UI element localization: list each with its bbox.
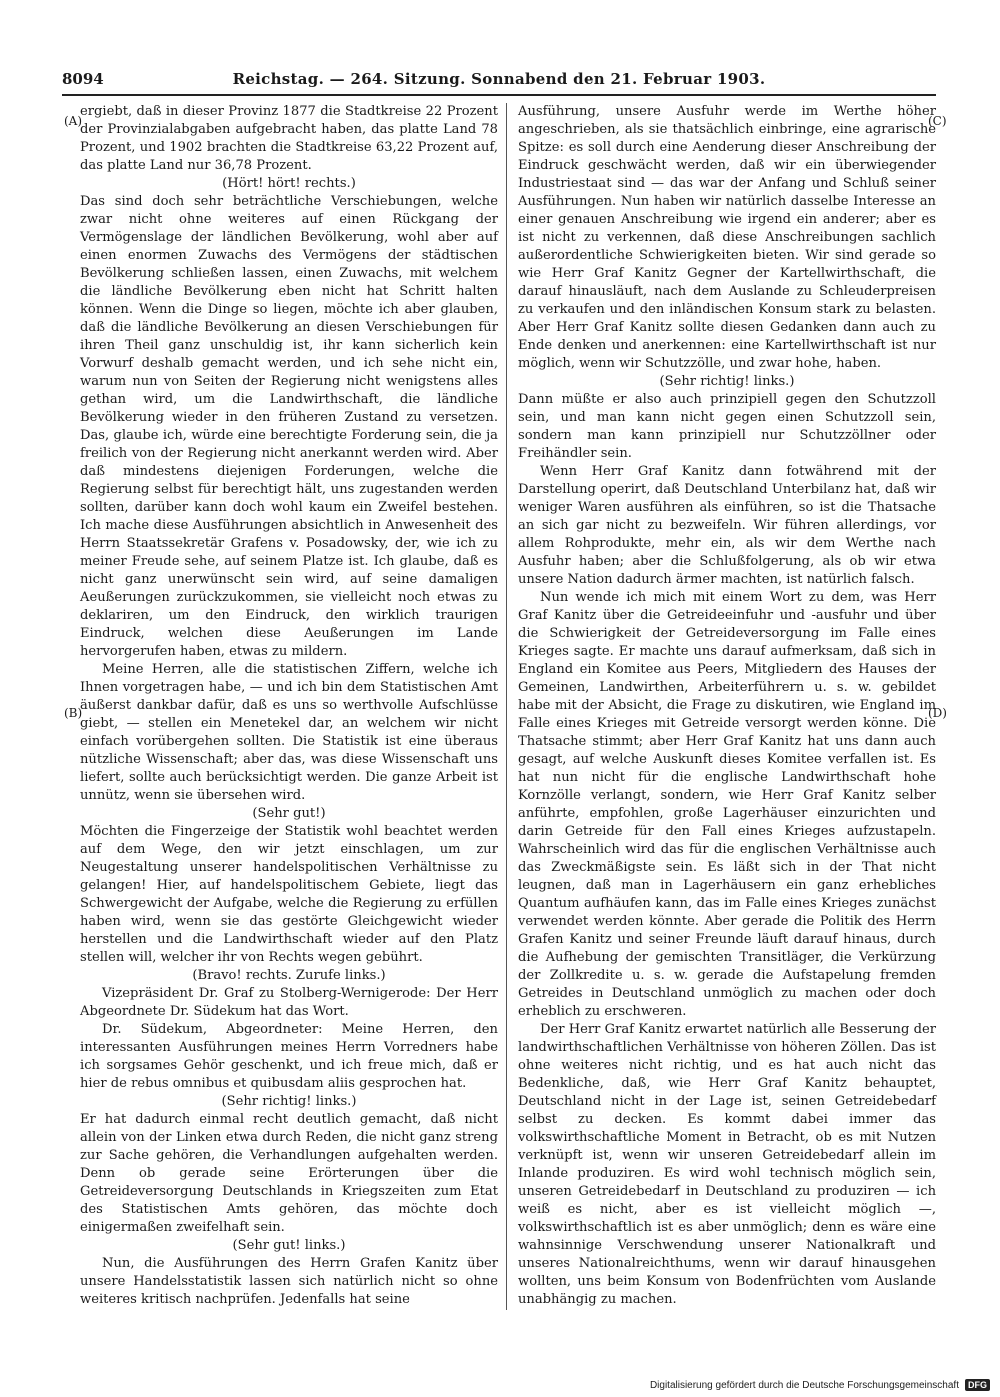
right-column-paragraph: (Sehr richtig! links.): [659, 374, 795, 389]
left-column-paragraph: ergiebt, daß in dieser Provinz 1877 die Stadtkreise 22 Prozent der Provinzialabgaben aufgebracht haben, das platte Land 78 Prozent, und 1902 brachten die Stadtkreise 63,22 Prozent auf, das platte Land nur 36,78 Prozent.: [80, 104, 498, 173]
left-column-paragraph: Möchten die Fingerzeige der Statistik wohl beachtet werden auf dem Wege, den wir jetzt einschlagen, um zur Neugestaltung unserer handelspolitischen Verhältnisse zu gelangen! Hier, auf handelspolitischem Gebiete, liegt das Schwergewicht der Aufgabe, welche die Regierung zu erfüllen haben wird, wenn sie das gestörte Gleichgewicht wieder herstellen und die Landwirthschaft wieder auf den Platz stellen will, welcher ihr von Rechts wegen gebührt.: [80, 824, 498, 965]
page-number: 8094: [62, 70, 104, 88]
right-column-paragraph: Der Herr Graf Kanitz erwartet natürlich alle Besserung der landwirthschaftlichen Verhältnisse von höheren Zöllen. Das ist ohne weiteres nicht richtig, und es hat auch nicht das Bedenkliche, daß, wie Herr Graf Kanitz behauptet, Deutschland nicht in der Lage ist, seinen Getreidebedarf selbst zu decken. Es kommt dabei immer das volkswirthschaftliche Moment in Betracht, ob es mit Nutzen verknüpft ist, wenn wir unseren Getreidebedarf allein im Inlande produziren. Es wird wohl technisch möglich sein, unseren Getreidebedarf in Deutschland zu produziren — ich weiß es nicht, aber es ist vielleicht möglich —, volkswirthschaftlich ist es aber unmöglich; denn es wäre eine wahnsinnige Verschwendung unserer Nationalkraft und unseres Nationalreichthums, wenn wir darauf hinausgehen wollten, uns beim Konsum von Bodenfrüchten vom Auslande unabhängig zu machen.: [518, 1022, 936, 1307]
left-column-paragraph: (Bravo! rechts. Zurufe links.): [192, 968, 386, 983]
left-column-paragraph: (Sehr gut! links.): [232, 1238, 346, 1253]
right-column-paragraph: Wenn Herr Graf Kanitz dann fotwährend mit der Darstellung operirt, daß Deutschland Unterbilanz hat, daß wir weniger Waren ausführen als einführen, so ist die Thatsache an sich gar nicht zu bezweifeln. Wir führen allerdings, vor allem Rohprodukte, mehr ein, als wir dem Werthe nach Ausfuhr haben; aber die Schlußfolgerung, als ob wir etwa unsere Nation dadurch ärmer machten, ist natürlich falsch.: [518, 464, 936, 587]
footer-credit: Digitalisierung gefördert durch die Deutsche Forschungsgemeinschaft: [649, 1379, 959, 1391]
margin-mark-b: (B): [64, 706, 83, 720]
left-column-paragraph: Meine Herren, alle die statistischen Ziffern, welche ich Ihnen vorgetragen habe, — und ich bin dem Statistischen Amt äußerst dankbar dafür, daß es uns so werthvolle Aufschlüsse giebt, — stellen ein Menetekel dar, an welchem wir nicht einfach vorübergehen sollten. Die Statistik ist eine überaus nützliche Wissenschaft; aber das, was diese Wissenschaft uns liefert, sollte auch berücksichtigt werden. Die ganze Arbeit ist unnütz, wenn sie übersehen wird.: [80, 662, 498, 803]
dfg-logo: DFG: [965, 1379, 990, 1391]
footer: [650, 1379, 990, 1391]
left-column: [80, 103, 498, 1309]
right-column-paragraph: Dann müßte er also auch prinzipiell gegen den Schutzzoll sein, und man kann nicht gegen einen Schutzzoll sein, sondern man kann prinzipiell nur Schutzzöllner oder Freihändler sein.: [518, 392, 936, 461]
margin-mark-c: (C): [928, 114, 947, 128]
right-column-paragraph: Ausführung, unsere Ausfuhr werde im Werthe höher angeschrieben, als sie thatsächlich einbringe, eine agrarische Spitze: es soll durch eine Aenderung dieser Anschreibung der Eindruck geschwächt werden, daß wir ein überwiegender Industriestaat sind — das war der Anfang und Schluß seiner Ausführungen. Nun haben wir natürlich dasselbe Interesse an einer genauen Anschreibung wie irgend ein anderer; aber es ist nicht zu verkennen, daß diese Anschreibungen sachlich außerordentliche Schwierigkeiten bieten. Wir sind gerade so wie Herr Graf Kanitz Gegner der Kartellwirthschaft, die darauf hinausläuft, nach dem Auslande zu Schleuderpreisen zu verkaufen und den inländischen Konsum stark zu belasten. Aber Herr Graf Kanitz sollte diesen Gedanken dann auch zu Ende denken und anerkennen: eine Kartellwirthschaft ist nur möglich, wenn wir Schutzzölle, und zwar hohe, haben.: [518, 104, 936, 371]
left-column-paragraph: (Hört! hört! rechts.): [222, 176, 356, 191]
left-column-paragraph: Nun, die Ausführungen des Herrn Grafen Kanitz über unsere Handelsstatistik lassen sich natürlich nicht so ohne weiteres kritisch nachprüfen. Jedenfalls hat seine: [80, 1256, 498, 1307]
left-column-paragraph: Das sind doch sehr beträchtliche Verschiebungen, welche zwar nicht ohne weiteres auf einen Rückgang der Vermögenslage der ländlichen Bevölkerung, wohl aber auf einen enormen Zuwachs des Vermögens der städtischen Bevölkerung schließen lassen, einen Zuwachs, mit welchem die ländliche Bevölkerung eben nicht hat Schritt halten können. Wenn die Dinge so liegen, möchte ich aber glauben, daß die ländliche Bevölkerung an diesen Verschiebungen für ihren Theil ganz unschuldig ist, ihr kann sicherlich kein Vorwurf deshalb gemacht werden, und ich sehe nicht ein, warum nun von Seiten der Regierung nicht wenigstens alles gethan wird, um die Landwirthschaft, die ländliche Bevölkerung wieder in den früheren Zustand zu versetzen. Das, glaube ich, würde eine berechtigte Forderung sein, die ja freilich von der Regierung nicht anerkannt werden wird. Aber daß mindestens diejenigen Forderungen, welche die Regierung selbst für berechtigt hält, uns zugestanden werden sollten, darüber kann doch wohl kaum ein Zweifel bestehen. Ich mache diese Ausführungen absichtlich in Anwesenheit des Herrn Staatssekretär Grafens v. Posadowsky, der, wie ich zu meiner Freude sehe, auf seinem Platze ist. Ich glaube, daß es nicht ganz unerwünscht sein wird, auf seine damaligen Aeußerungen zurückzukommen, sie vielleicht noch etwas zu deklariren, um den Eindruck, den wirklich traurigen Eindruck, welchen diese Aeußerungen im Lande hervorgerufen haben, etwas zu mildern.: [80, 194, 498, 659]
right-column: [518, 103, 936, 1309]
left-column-paragraph: Er hat dadurch einmal recht deutlich gemacht, daß nicht allein von der Linken etwa durch Reden, die nicht ganz streng zur Sache gehören, die Verhandlungen aufgehalten werden. Denn ob gerade seine Erörterungen über die Getreideversorgung Deutschlands in Kriegszeiten zum Etat des Statistischen Amts gehören, das möchte doch einigermaßen zweifelhaft sein.: [80, 1112, 498, 1235]
running-title: Reichstag. — 264. Sitzung. Sonnabend den 21. Februar 1903.: [232, 70, 766, 88]
margin-mark-a: (A): [64, 114, 83, 128]
margin-mark-d: (D): [928, 706, 947, 720]
right-column-paragraph: Nun wende ich mich mit einem Wort zu dem, was Herr Graf Kanitz über die Getreideeinfuhr und -ausfuhr und über die Schwierigkeit der Getreideversorgung im Falle eines Krieges sagte. Er machte uns darauf aufmerksam, daß sich in England ein Komitee aus Peers, Mitgliedern des Hauses der Gemeinen, Landwirthen, Arbeiterführern u. s. w. gebildet habe mit der Absicht, die Frage zu diskutiren, wie England im Falle eines Krieges mit Getreide versorgt werden könne. Die Thatsache stimmt; aber Herr Graf Kanitz hat uns dann auch gesagt, auf welche Auskunft dieses Komitee verfallen ist. Es hat nun nicht für die englische Landwirthschaft hohe Kornzölle verlangt, sondern, wie Herr Graf Kanitz selber anführte, empfohlen, große Lagerhäuser einzurichten und darin Getreide für den Fall eines Krieges aufzustapeln. Wahrscheinlich wird das für die englischen Verhältnisse auch das Zweckmäßigste sein. Es läßt sich in der That nicht leugnen, daß man in Lagerhäusern ein ganz erhebliches Quantum aufhäufen kann, das im Falle eines Krieges zunächst verwendet werden könnte. Aber gerade die Politik des Herrn Grafen Kanitz und seiner Freunde läuft darauf hinaus, durch die Aufhebung der gemischten Transitläger, die Verkürzung der Zollkredite u. s. w. gerade die Aufstapelung fremden Getreides in Deutschland unmöglich zu machen oder doch erheblich zu erschweren.: [518, 590, 936, 1019]
left-column-paragraph: (Sehr gut!): [252, 806, 326, 821]
left-column-paragraph: (Sehr richtig! links.): [221, 1094, 357, 1109]
left-column-paragraph: Vizepräsident Dr. Graf zu Stolberg-Wernigerode: Der Herr Abgeordnete Dr. Südekum hat das Wort.: [80, 986, 498, 1019]
column-divider: [506, 103, 507, 1310]
left-column-paragraph: Dr. Südekum, Abgeordneter: Meine Herren, den interessanten Ausführungen meines Herrn Vorredners habe ich sorgsames Gehör geschenkt, und ich freue mich, daß er hier de rebus omnibus et quibusdam aliis gesprochen hat.: [80, 1022, 498, 1091]
page-header: [62, 68, 936, 96]
